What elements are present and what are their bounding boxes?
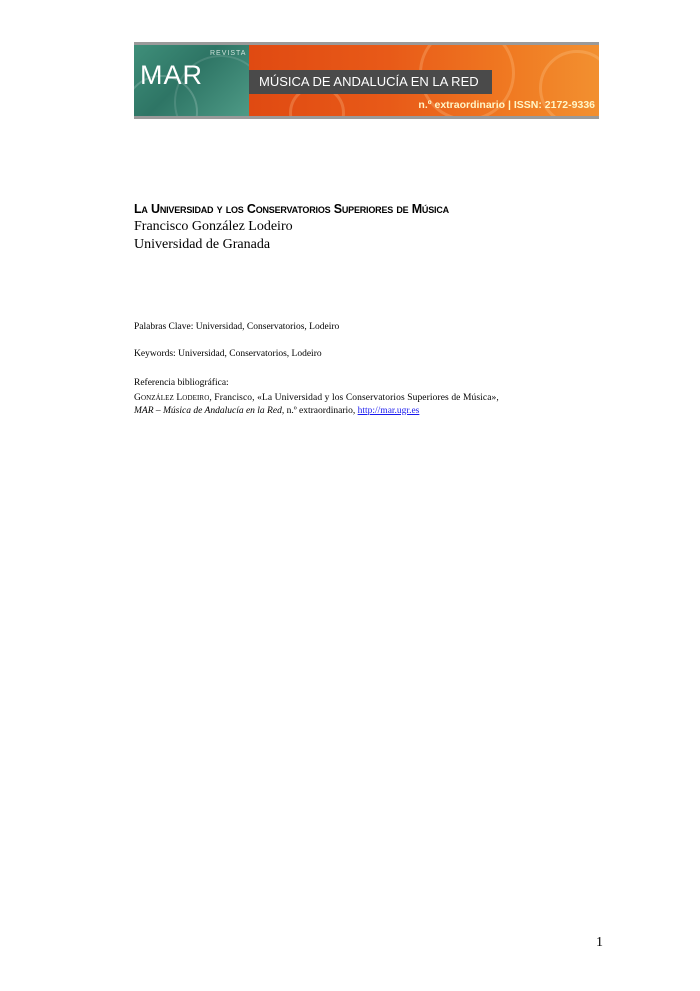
reference-url-link[interactable]: http://mar.ugr.es [357,406,420,416]
keywords-value: Universidad, Conservatorios, Lodeiro [178,349,322,359]
palabras-clave-label: Palabras Clave: [134,322,194,332]
reference-line-1 [134,393,599,403]
reference-author: González Lodeiro [134,393,210,403]
keywords-label: Keywords: [134,349,176,359]
article-author: Francisco González Lodeiro [134,219,293,234]
reference-issue: n.º extraordinario, [284,406,358,416]
banner-logo-text: MAR [140,60,203,90]
banner-revista-label: REVISTA [210,50,247,57]
reference-citation: , Francisco, «La Universidad y los Conservatorios Superiores de Música», [209,393,499,403]
article-affiliation: Universidad de Granada [134,237,271,252]
banner-issue-info: n.º extraordinario | ISSN: 2172-9336 [418,99,595,111]
banner-logo-panel [134,45,249,116]
journal-banner [134,42,599,119]
palabras-clave-value: Universidad, Conservatorios, Lodeiro [195,322,340,332]
banner-title-panel [249,45,599,116]
reference-line-2 [134,406,419,416]
banner-subtitle: MÚSICA DE ANDALUCÍA EN LA RED [249,70,492,94]
reference-journal: MAR – Música de Andalucía en la Red, [134,406,285,416]
page-number: 1 [596,935,603,950]
keywords-line [134,349,322,359]
article-title: La Universidad y los Conservatorios Superiores de Música [134,202,449,216]
palabras-clave-line [134,322,339,332]
reference-heading: Referencia bibliográfica: [134,378,229,388]
